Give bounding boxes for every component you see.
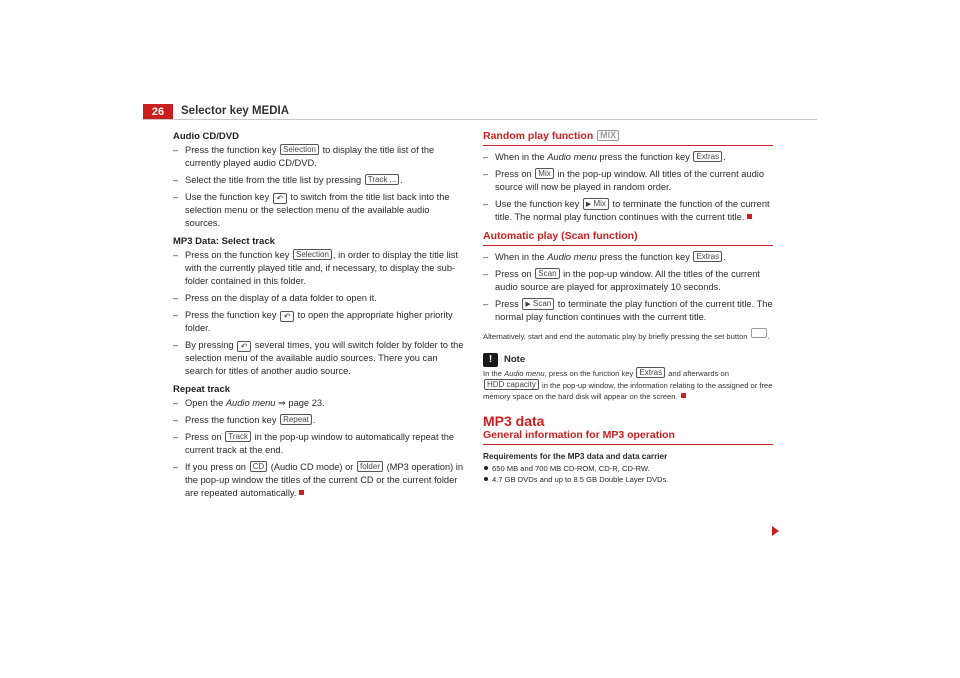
list-item: – Press on Mix in the pop-up window. All titles of the current audio source will now be played in random order. <box>483 169 765 192</box>
back-arrow-icon: ↶ <box>237 341 251 352</box>
extras-key: Extras <box>636 367 665 378</box>
list-item: – Press the function key ↶ to open the appropriate higher priority folder. <box>173 310 453 333</box>
note-text: In the Audio menu, press on the function key Extras and afterwards on HDD capacity in the pop-up window, the information relating to the assigned or free memory space on the hard disk will appear on the screen. <box>483 367 773 401</box>
mix-key: Mix <box>535 168 553 179</box>
header-rule <box>143 119 817 120</box>
section-heading-scan: Automatic play (Scan function) <box>483 230 773 246</box>
extras-key: Extras <box>693 151 722 162</box>
cd-key: CD <box>250 461 268 472</box>
scan-key: Scan <box>535 268 559 279</box>
end-square-icon <box>747 214 752 219</box>
end-square-icon <box>681 393 686 398</box>
back-arrow-icon: ↶ <box>273 193 287 204</box>
list-item: – Select the title from the title list by pressing Track ... . <box>173 175 403 185</box>
note-heading: ! Note <box>483 353 773 367</box>
end-square-icon <box>299 490 304 495</box>
scan-play-key: ▶ Scan <box>522 298 554 310</box>
extras-key: Extras <box>693 251 722 262</box>
hdd-capacity-key: HDD capacity <box>484 379 539 390</box>
list-item: – Press the function key Repeat . <box>173 415 316 425</box>
subheading-mp3-general: General information for MP3 operation <box>483 429 773 445</box>
track-key: Track ... <box>365 174 400 185</box>
list-item: – Press on Scan in the pop-up window. All the titles of the current audio source are played for approximately 10 seconds. <box>483 269 760 292</box>
section-heading-mp3-data: MP3 data <box>483 413 545 429</box>
folder-key: folder <box>357 461 383 472</box>
selection-key: Selection <box>280 144 319 155</box>
mix-key: MIX <box>597 130 619 141</box>
list-item: – Use the function key ↶ to switch from the title list back into the selection menu or the selection menu of the available audio sources. <box>173 192 450 228</box>
right-column <box>483 130 773 485</box>
play-triangle-icon: ▶ <box>525 301 531 308</box>
selection-key: Selection <box>293 249 332 260</box>
list-item: – Press ▶ Scan to terminate the play function of the current title. The normal play function continues with the current title. <box>483 299 773 322</box>
note-exclamation-icon: ! <box>483 353 498 367</box>
section-heading-audio-cd: Audio CD/DVD <box>173 131 239 142</box>
list-item: 4.7 GB DVDs and up to 8.5 GB Double Layer DVDs. <box>483 474 773 485</box>
page-title: Selector key MEDIA <box>181 105 290 117</box>
list-item: – Use the function key ▶ Mix to terminate the function of the current title. The normal play function continues with the current title. <box>483 199 770 222</box>
mix-play-key: ▶ Mix <box>583 198 609 210</box>
repeat-key: Repeat <box>280 414 312 425</box>
scan-hint-text: Alternatively, start and end the automatic play by briefly pressing the set button . <box>483 328 773 343</box>
list-item: – When in the Audio menu press the function key Extras . <box>483 252 726 262</box>
list-item: – By pressing ↶ several times, you will switch folder by folder to the selection menu of the available audio sources. There you can search for titles of another audio source. <box>173 340 464 376</box>
section-heading-random: Random play function MIX <box>483 130 773 146</box>
list-item: – Press the function key Selection to display the title list of the currently played audio CD/DVD. <box>173 145 435 168</box>
play-triangle-icon: ▶ <box>585 201 592 208</box>
left-column <box>173 130 465 504</box>
section-heading-repeat: Repeat track <box>173 384 231 395</box>
list-item: – Press on Track in the pop-up window to automatically repeat the current track at the end. <box>173 432 455 455</box>
track-key: Track <box>225 431 251 442</box>
set-button-key <box>751 328 767 338</box>
list-item: – When in the Audio menu press the function key Extras . <box>483 152 726 162</box>
list-item: – Open the Audio menu ⇒ page 23. <box>173 398 325 408</box>
back-arrow-icon: ↶ <box>280 311 294 322</box>
requirements-heading: Requirements for the MP3 data and data carrier <box>483 452 668 461</box>
list-item: – Press on the display of a data folder to open it. <box>173 293 377 303</box>
continue-arrow-icon <box>772 526 779 536</box>
list-item: – Press on the function key Selection , in order to display the title list with the currently played title and, if necessary, to display the sub-folder contained in this folder. <box>173 250 458 286</box>
list-item: – If you press on CD (Audio CD mode) or folder (MP3 operation) in the pop-up window the titles of the current CD or the current folder are repeated automatically. <box>173 462 464 498</box>
list-item: 650 MB and 700 MB CD-ROM, CD-R, CD-RW. <box>483 463 773 474</box>
page-number: 26 <box>143 104 173 120</box>
section-heading-mp3-select: MP3 Data: Select track <box>173 236 275 247</box>
